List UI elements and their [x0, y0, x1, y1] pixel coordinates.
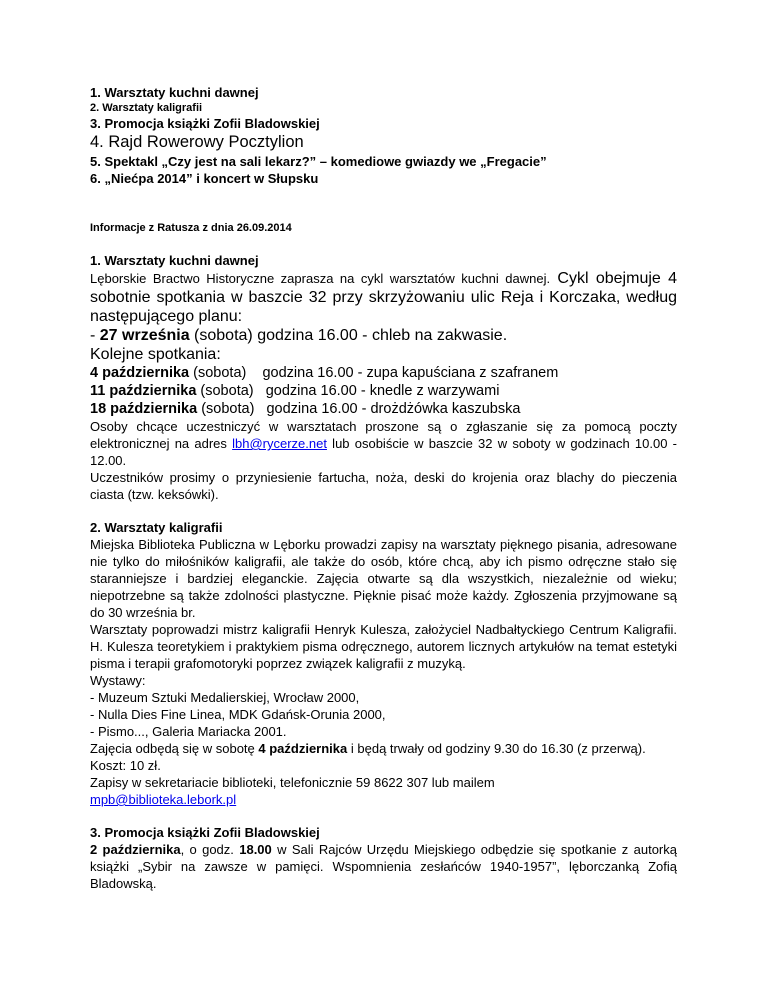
- exhibition-item: - Nulla Dies Fine Linea, MDK Gdańsk-Orunia 2000,: [90, 707, 386, 722]
- meeting-3-date: 11 października: [90, 383, 197, 399]
- toc-item-4: 4. Rajd Rowerowy Pocztylion: [90, 133, 304, 151]
- intro-paragraph: [90, 269, 677, 326]
- section-calligraphy-workshops: [90, 519, 677, 808]
- toc-item-3: 3. Promocja książki Zofii Bladowskiej: [90, 116, 320, 131]
- library-email-link[interactable]: mpb@biblioteka.lebork.pl: [90, 792, 237, 807]
- intro-large-b: obejmuje 4 sobotnie spotkania w baszcie 32 przy skrzyżowaniu ulic Reja i Korczaka, według następującego planu:: [90, 270, 678, 325]
- classes-paragraph: [90, 740, 677, 774]
- document-content: [90, 84, 677, 892]
- classes-text-a: Zajęcia odbędą się w sobotę: [90, 741, 259, 756]
- section-heading: 3. Promocja książki Zofii Bladowskiej: [90, 825, 320, 840]
- intro-large-a: Cykl: [550, 270, 589, 287]
- meeting-1-prefix: -: [90, 327, 100, 344]
- book-promotion-paragraph: [90, 841, 677, 892]
- next-meetings-label: Kolejne spotkania:: [90, 346, 221, 363]
- promotion-date: 2 października: [90, 842, 181, 857]
- registration-text-b: lub osobiście w baszcie 32 w soboty w godzinach 10.00 - 12.00.: [90, 436, 677, 468]
- promotion-text-2: w Sali Rajców Urzędu Miejskiego odbędzie się spotkanie z autorką książki „Sybir na zawsze w pamięci. Wspomnienia zesłańców 1940-1957”, lęborczanką Zofią Bladowską.: [90, 842, 677, 891]
- section-heading: 1. Warsztaty kuchni dawnej: [90, 253, 259, 268]
- exhibitions-label: Wystawy:: [90, 673, 146, 688]
- bring-items-paragraph: Uczestników prosimy o przyniesienie fartucha, noża, deski do krojenia oraz blachy do pieczenia ciasta (tzw. keksówki).: [90, 470, 677, 502]
- signup-email-line: [90, 791, 677, 808]
- registration-text-a: Osoby chcące uczestniczyć w warsztatach proszone są o zgłaszanie się za pomocą poczty elektronicznej na adres: [90, 419, 677, 451]
- classes-date: 4 października: [258, 741, 348, 756]
- registration-email-link[interactable]: lbh@rycerze.net: [232, 436, 327, 451]
- meeting-4: [90, 400, 677, 418]
- meeting-2-rest: (sobota) godzina 16.00 - zupa kapuściana z szafranem: [189, 365, 559, 381]
- section-heading: 2. Warsztaty kaligrafii: [90, 520, 223, 535]
- toc-item-6: 6. „Niećpa 2014” i koncert w Słupsku: [90, 171, 319, 186]
- signup-text: Zapisy w sekretariacie biblioteki, telefonicznie 59 8622 307 lub mailem: [90, 775, 495, 790]
- table-of-contents: [90, 84, 677, 187]
- promotion-time: 18.00: [239, 842, 272, 857]
- exhibition-item: - Pismo..., Galeria Mariacka 2001.: [90, 724, 287, 739]
- meeting-1-rest: (sobota) godzina 16.00 - chleb na zakwasie.: [189, 327, 508, 344]
- exhibition-item: - Muzeum Sztuki Medalierskiej, Wrocław 2000,: [90, 690, 360, 705]
- meeting-2: [90, 364, 677, 382]
- meeting-3: [90, 382, 677, 400]
- toc-item-2: 2. Warsztaty kaligrafii: [90, 102, 203, 114]
- registration-paragraph: [90, 418, 677, 469]
- calligraphy-paragraph-2: Warsztaty poprowadzi mistrz kaligrafii Henryk Kulesza, założyciel Nadbałtyckiego Centrum Kaligrafii. H. Kulesza teoretykiem i praktykiem pisma odręcznego, autorem licznych artykułów na temat estetyki pisma i terapii grafomotoryki poprzez związek kaligrafii z muzyką.: [90, 622, 677, 671]
- meeting-4-date: 18 października: [90, 401, 198, 417]
- meeting-1: [90, 326, 677, 345]
- toc-item-5: 5. Spektakl „Czy jest na sali lekarz?” – komediowe gwiazdy we „Fregacie”: [90, 154, 547, 169]
- meeting-4-rest: (sobota) godzina 16.00 - drożdżówka kaszubska: [197, 401, 521, 417]
- info-header: Informacje z Ratusza z dnia 26.09.2014: [90, 222, 292, 234]
- meeting-3-rest: (sobota) godzina 16.00 - knedle z warzywami: [196, 383, 500, 399]
- section-cooking-workshops: [90, 252, 677, 503]
- section-book-promotion: [90, 824, 677, 892]
- intro-small: Lęborskie Bractwo Historyczne zaprasza na cykl warsztatów kuchni dawnej.: [90, 271, 551, 286]
- meeting-2-date: 4 października: [90, 365, 190, 381]
- classes-text-b: i będą trwały od godziny 9.30 do 16.30 (z przerwą). Koszt: 10 zł.: [90, 741, 646, 773]
- toc-item-1: 1. Warsztaty kuchni dawnej: [90, 85, 259, 100]
- promotion-text-1: , o godz.: [180, 842, 240, 857]
- calligraphy-paragraph-1: Miejska Biblioteka Publiczna w Lęborku prowadzi zapisy na warsztaty pięknego pisania, adresowane nie tylko do miłośników kaligrafii, ale także do osób, które chcą, aby ich pismo odręczne stało się staranniejsze i bardziej eleganckie. Zajęcia otwarte są dla wszystkich, niezależnie od wieku; niepotrzebne są także zdolności plastyczne. Pięknie pisać może każdy. Zgłoszenia przyjmowane są do 30 września br.: [90, 537, 677, 620]
- meeting-1-date: 27 września: [99, 327, 190, 344]
